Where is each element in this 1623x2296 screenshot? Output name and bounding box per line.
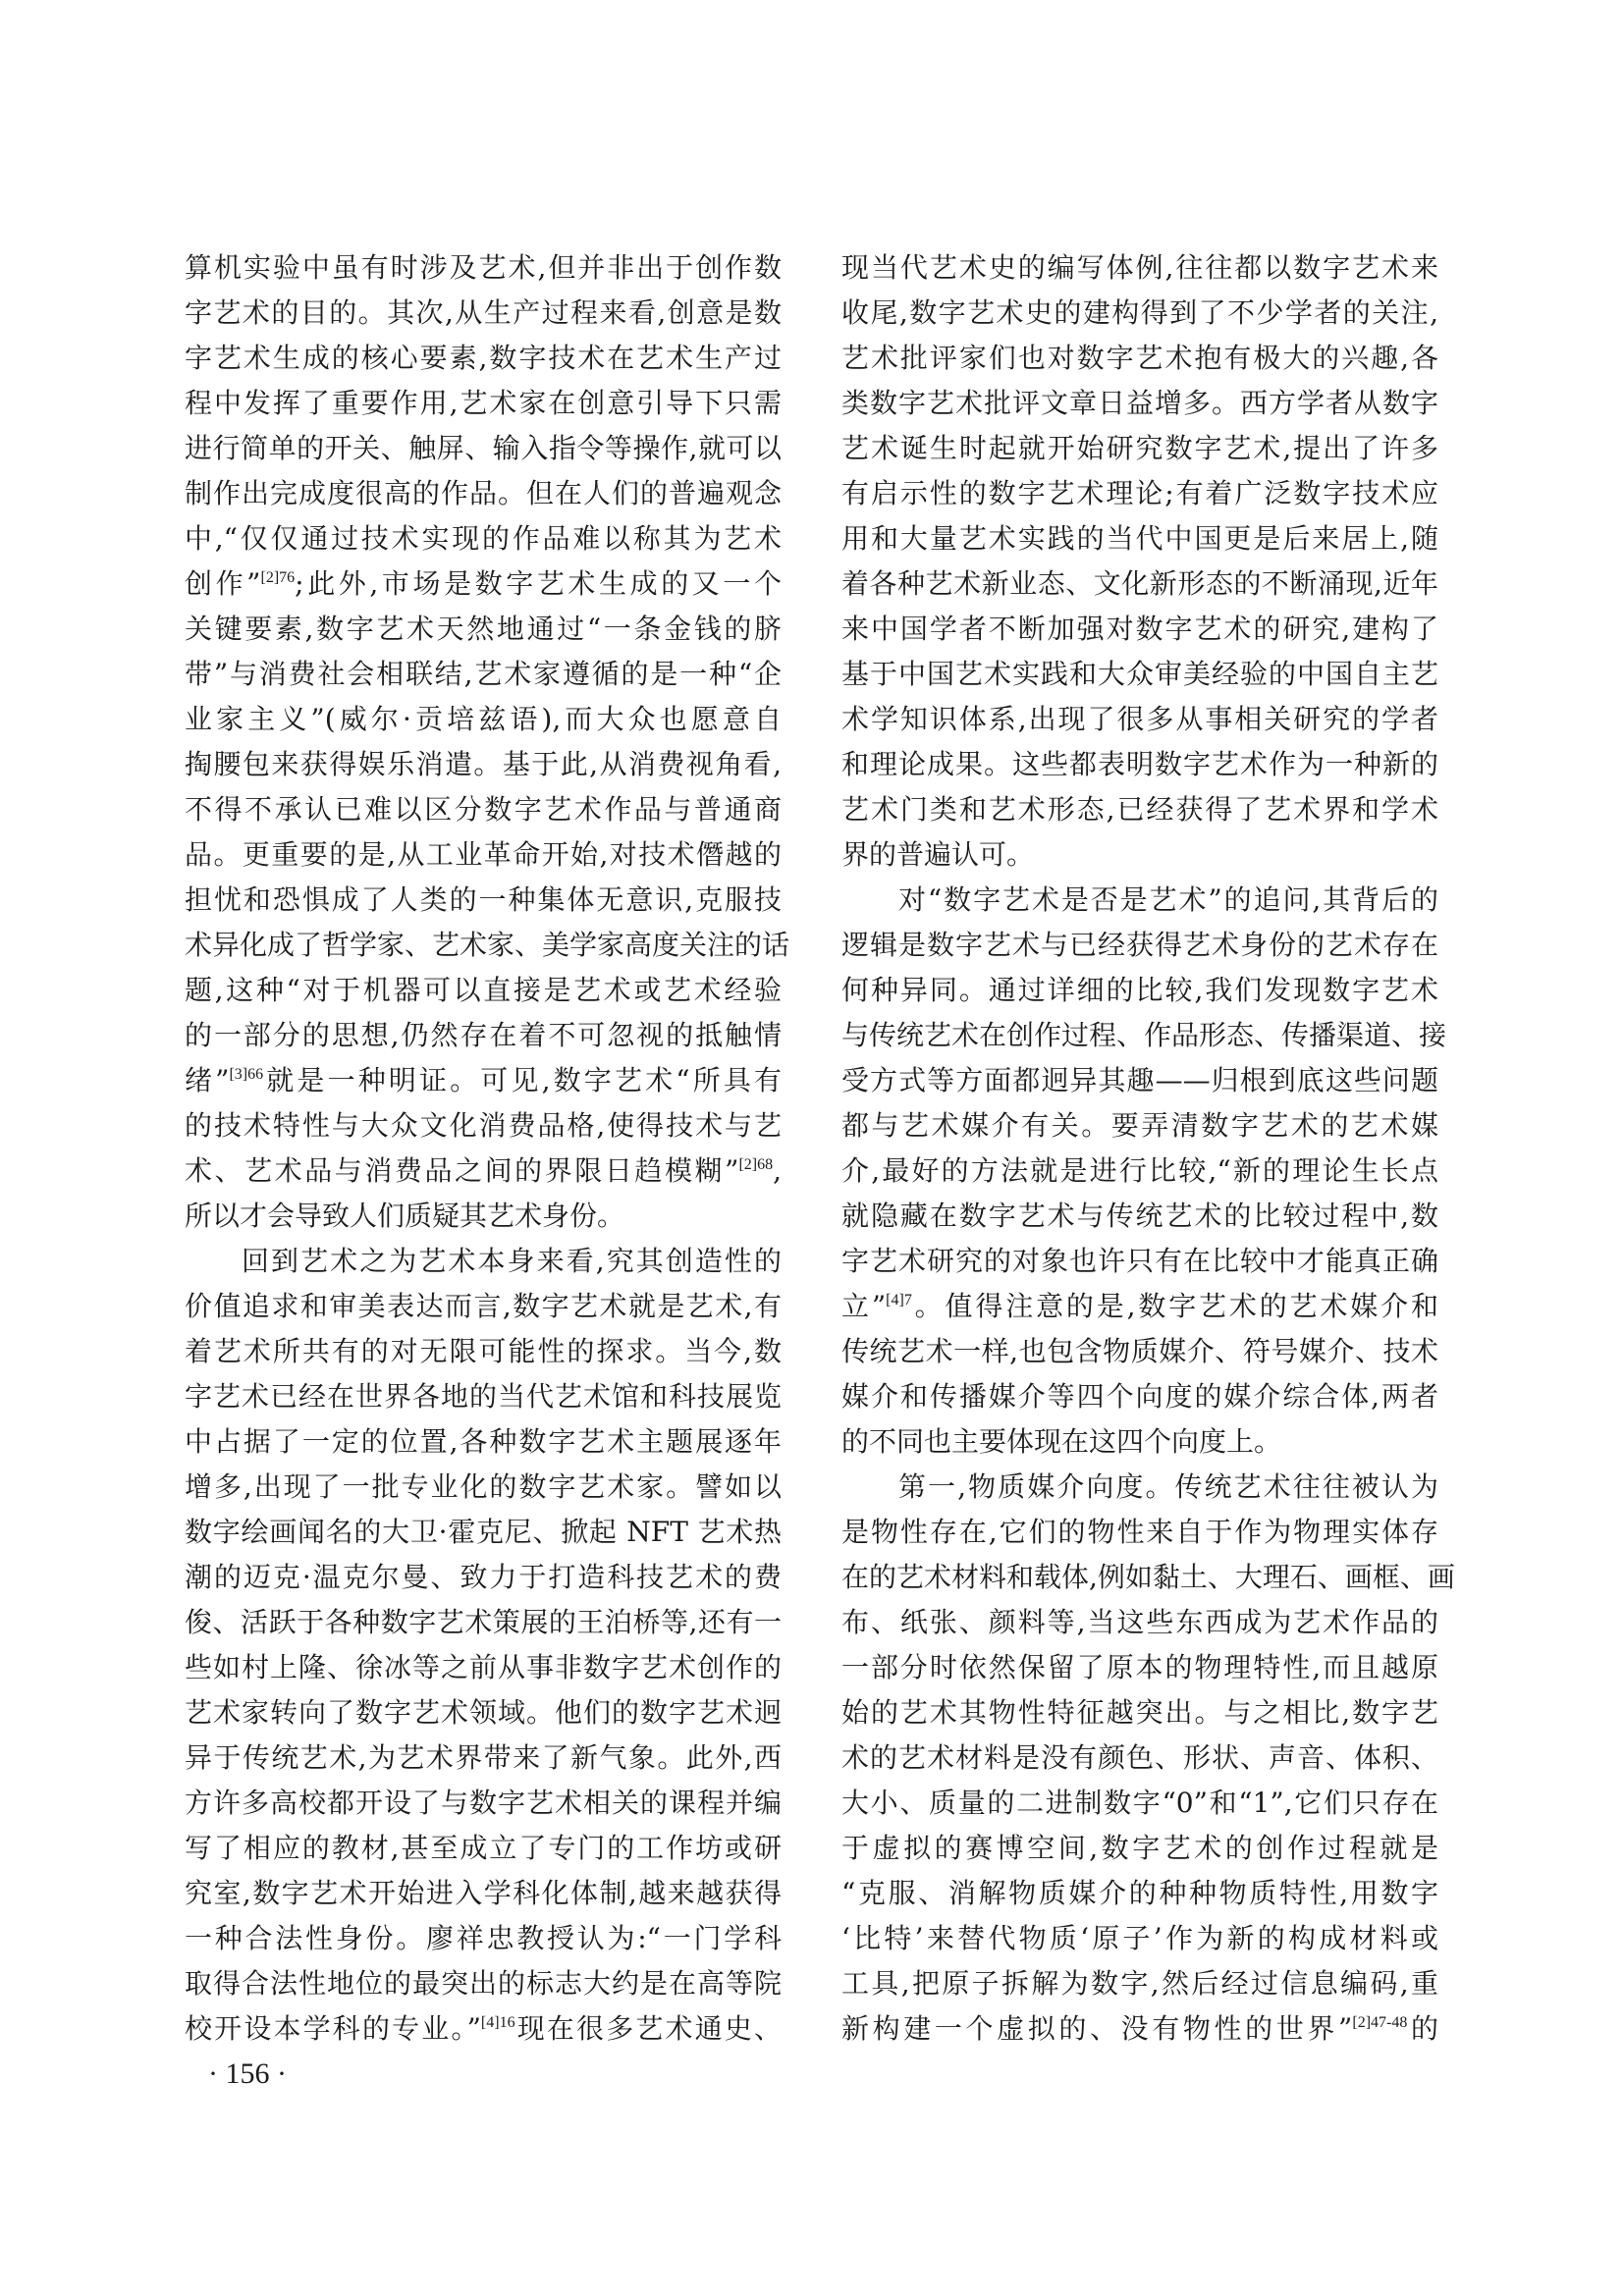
text-line (841, 520, 1438, 565)
line-text: 题,这种“对于机器可以直接是艺术或艺术经验 (185, 974, 782, 1006)
text-line (841, 1468, 1438, 1514)
line-text: ‘比特’来替代物质‘原子’作为新的构成材料或 (841, 1922, 1438, 1954)
text-line (185, 611, 782, 656)
line-text: 字艺术已经在世界各地的当代艺术馆和科技展览 (185, 1380, 782, 1413)
line-text: 不得不承认已难以区分数字艺术作品与普通商 (185, 793, 782, 826)
line-text: 着各种艺术新业态、文化新形态的不断涌现,近年 (841, 567, 1438, 600)
text-line (841, 385, 1438, 430)
text-line (841, 972, 1438, 1017)
line-text-continued: 。值得注意的是,数字艺术的艺术媒介和 (911, 1290, 1438, 1322)
text-line (841, 565, 1438, 611)
text-line (185, 1152, 782, 1198)
line-text: 传统艺术一样,也包含物质媒介、符号媒介、技术 (841, 1335, 1438, 1367)
text-line (841, 1017, 1447, 1062)
line-text: 写了相应的教材,甚至成立了专门的工作坊或研 (185, 1832, 782, 1864)
line-text: 程中发挥了重要作用,艺术家在创意引导下只需 (185, 387, 782, 419)
text-line (185, 340, 782, 385)
line-text: 字艺术生成的核心要素,数字技术在艺术生产过 (185, 342, 782, 374)
text-line (185, 475, 782, 520)
text-line (185, 1604, 782, 1649)
line-text: 带”与消费社会相联结,艺术家遵循的是一种“企 (185, 658, 782, 690)
line-text: 都与艺术媒介有关。要弄清数字艺术的艺术媒 (841, 1109, 1438, 1142)
text-line (841, 927, 1438, 972)
line-text: 介,最好的方法就是进行比较,“新的理论生长点 (841, 1154, 1438, 1187)
line-text: 艺术诞生时起就开始研究数字艺术,提出了许多 (841, 432, 1438, 464)
line-text: 回到艺术之为艺术本身来看,究其创造性的 (242, 1245, 782, 1277)
text-line (185, 1378, 782, 1423)
text-line (841, 1423, 1438, 1468)
line-text: 字艺术研究的对象也许只有在比较中才能真正确 (841, 1245, 1438, 1277)
text-line (841, 1649, 1438, 1694)
line-text: 创作” (185, 567, 261, 600)
citation-superscript: [2]68 (738, 1156, 774, 1173)
line-text: 术学知识体系,出现了很多从事相关研究的学者 (841, 703, 1438, 735)
line-text: 潮的迈克·温克尔曼、致力于打造科技艺术的费 (185, 1561, 782, 1593)
line-text: 用和大量艺术实践的当代中国更是后来居上,随 (841, 522, 1438, 555)
line-text: 绪” (185, 1064, 230, 1096)
text-line (185, 1875, 782, 1920)
line-text: 类数字艺术批评文章日益增多。西方学者从数字 (841, 387, 1438, 419)
right-column (841, 249, 1455, 2056)
line-text: 品。更重要的是,从工业革命开始,对技术僭越的 (185, 838, 782, 871)
line-text: 着艺术所共有的对无限可能性的探求。当今,数 (185, 1335, 782, 1367)
text-line (185, 565, 782, 611)
line-text-continued: 就是一种明证。可见,数字艺术“所具有 (263, 1064, 782, 1096)
line-text: 增多,出现了一批专业化的数字艺术家。譬如以 (185, 1470, 782, 1503)
text-line (841, 1152, 1438, 1198)
text-line (185, 1468, 782, 1514)
text-line (185, 791, 782, 836)
text-line (185, 701, 782, 746)
text-line (841, 836, 1438, 881)
text-line (841, 611, 1438, 656)
line-text: 是物性存在,它们的物性来自于作为物理实体存 (841, 1516, 1438, 1548)
line-text: 业家主义”(威尔·贡培兹语),而大众也愿意自 (185, 703, 782, 735)
text-line (841, 746, 1438, 791)
text-line (841, 881, 1438, 927)
line-text: 立” (841, 1290, 887, 1322)
line-text: 与传统艺术在创作过程、作品形态、传播渠道、接 (841, 1019, 1447, 1051)
text-line (841, 701, 1438, 746)
text-line (185, 1739, 782, 1785)
line-text: 中,“仅仅通过技术实现的作品难以称其为艺术 (185, 522, 782, 555)
line-text: 艺术批评家们也对数字艺术抱有极大的兴趣,各 (841, 342, 1438, 374)
text-line (841, 294, 1438, 340)
line-text: 和理论成果。这些都表明数字艺术作为一种新的 (841, 748, 1438, 780)
page-number: · 156 · (208, 2057, 287, 2090)
line-text-continued: , (773, 1154, 782, 1187)
text-line (185, 1423, 782, 1468)
line-text: 数字绘画闻名的大卫·霍克尼、掀起 NFT 艺术热 (185, 1516, 782, 1548)
line-text: 的技术特性与大众文化消费品格,使得技术与艺 (185, 1109, 782, 1142)
text-line (841, 1965, 1438, 2010)
text-line (185, 927, 790, 972)
text-line (185, 656, 782, 701)
line-text: 第一,物质媒介向度。传统艺术往往被认为 (898, 1470, 1438, 1503)
text-line (841, 475, 1438, 520)
line-text: 布、纸张、颜料等,当这些东西成为艺术作品的 (841, 1606, 1438, 1638)
line-text: 进行简单的开关、触屏、输入指令等操作,就可以 (185, 432, 782, 464)
line-text-continued: 现在很多艺术通史、 (514, 2012, 782, 2045)
text-line (841, 2010, 1438, 2056)
line-text: 术的艺术材料是没有颜色、形状、声音、体积、 (841, 1741, 1438, 1774)
line-text: 收尾,数字艺术史的建构得到了不少学者的关注, (841, 296, 1438, 329)
citation-superscript: [4]16 (480, 2014, 515, 2031)
text-line (185, 1694, 782, 1739)
line-text: 艺术门类和艺术形态,已经获得了艺术界和学术 (841, 793, 1438, 826)
text-line (841, 791, 1438, 836)
text-line (185, 1649, 782, 1694)
text-line (185, 1920, 782, 1965)
text-line (841, 1739, 1438, 1785)
line-text: 始的艺术其物性特征越突出。与之相比,数字艺 (841, 1696, 1438, 1729)
line-text: 来中国学者不断加强对数字艺术的研究,建构了 (841, 613, 1438, 645)
text-line (185, 1333, 782, 1378)
text-line (841, 1604, 1438, 1649)
text-line (185, 1830, 782, 1875)
text-line (185, 1785, 782, 1830)
text-line (185, 1514, 782, 1559)
text-line (185, 881, 782, 927)
line-text: 取得合法性地位的最突出的标志大约是在高等院 (185, 1967, 782, 2000)
line-text: 一种合法性身份。廖祥忠教授认为:“一门学科 (185, 1922, 782, 1954)
line-text: 些如村上隆、徐冰等之前从事非数字艺术创作的 (185, 1651, 782, 1683)
line-text: 异于传统艺术,为艺术界带来了新气象。此外,西 (185, 1741, 782, 1774)
citation-superscript: [3]66 (229, 1066, 264, 1083)
text-line (841, 340, 1438, 385)
citation-superscript: [2]76 (260, 569, 296, 586)
line-text: 受方式等方面都迥异其趣——归根到底这些问题 (841, 1064, 1438, 1096)
line-text: 就隐藏在数字艺术与传统艺术的比较过程中,数 (841, 1200, 1438, 1232)
text-line (841, 1198, 1438, 1243)
line-text: 对“数字艺术是否是艺术”的追问,其背后的 (898, 883, 1438, 916)
text-line (841, 1694, 1438, 1739)
text-line (841, 656, 1438, 701)
line-text: 的一部分的思想,仍然存在着不可忽视的抵触情 (185, 1019, 782, 1051)
line-text: 的不同也主要体现在这四个向度上。 (841, 1425, 1282, 1458)
text-line (185, 1107, 782, 1152)
text-line (185, 972, 782, 1017)
line-text: “克服、消解物质媒介的种种物质特性,用数字 (841, 1877, 1438, 1909)
text-line (841, 1378, 1438, 1423)
text-line (185, 294, 782, 340)
line-text: 媒介和传播媒介等四个向度的媒介综合体,两者 (841, 1380, 1438, 1413)
line-text: 方许多高校都开设了与数字艺术相关的课程并编 (185, 1787, 782, 1819)
line-text: 现当代艺术史的编写体例,往往都以数字艺术来 (841, 251, 1438, 284)
line-text: 艺术家转向了数字艺术领域。他们的数字艺术迥 (185, 1696, 782, 1729)
text-line (185, 1965, 782, 2010)
text-line (185, 430, 782, 475)
text-line (841, 1875, 1438, 1920)
line-text: 逻辑是数字艺术与已经获得艺术身份的艺术存在 (841, 929, 1438, 961)
line-text-continued: 的 (1407, 2012, 1438, 2045)
left-column (185, 249, 790, 2056)
line-text: 在的艺术材料和载体,例如黏土、大理石、画框、画 (841, 1561, 1455, 1593)
line-text: 术异化成了哲学家、艺术家、美学家高度关注的话 (185, 929, 790, 961)
line-text: 于虚拟的赛博空间,数字艺术的创作过程就是 (841, 1832, 1438, 1864)
line-text: 价值追求和审美表达而言,数字艺术就是艺术,有 (185, 1290, 782, 1322)
line-text: 算机实验中虽有时涉及艺术,但并非出于创作数 (185, 251, 782, 284)
text-line (185, 1559, 782, 1604)
text-line (185, 1062, 782, 1107)
line-text: 工具,把原子拆解为数字,然后经过信息编码,重 (841, 1967, 1438, 2000)
line-text: 新构建一个虚拟的、没有物性的世界” (841, 2012, 1353, 2045)
text-line (185, 746, 782, 791)
line-text: 掏腰包来获得娱乐消遣。基于此,从消费视角看, (185, 748, 782, 780)
text-line (841, 1333, 1438, 1378)
citation-superscript: [4]7 (886, 1292, 912, 1308)
line-text: 俊、活跃于各种数字艺术策展的王泊桥等,还有一 (185, 1606, 782, 1638)
text-line (185, 520, 782, 565)
text-line (185, 249, 782, 294)
text-line (185, 1198, 782, 1243)
text-line (185, 836, 782, 881)
text-line (185, 1243, 782, 1288)
citation-superscript: [2]47-48 (1352, 2014, 1408, 2031)
line-text: 界的普遍认可。 (841, 838, 1035, 871)
line-text: 校开设本学科的专业。” (185, 2012, 481, 2045)
line-text: 术、艺术品与消费品之间的界限日趋模糊” (185, 1154, 739, 1187)
text-line (841, 1288, 1438, 1333)
line-text: 一部分时依然保留了原本的物理特性,而且越原 (841, 1651, 1438, 1683)
line-text: 担忧和恐惧成了人类的一种集体无意识,克服技 (185, 883, 782, 916)
text-line (841, 1062, 1438, 1107)
line-text: 基于中国艺术实践和大众审美经验的中国自主艺 (841, 658, 1438, 690)
text-line (185, 385, 782, 430)
line-text: 中占据了一定的位置,各种数字艺术主题展逐年 (185, 1425, 782, 1458)
text-line (185, 1288, 782, 1333)
text-line (841, 1785, 1438, 1830)
line-text: 有启示性的数字艺术理论;有着广泛数字技术应 (841, 477, 1438, 509)
text-line (841, 1514, 1438, 1559)
text-line (185, 2010, 782, 2056)
line-text: 所以才会导致人们质疑其艺术身份。 (185, 1200, 625, 1232)
text-line (841, 249, 1438, 294)
line-text: 何种异同。通过详细的比较,我们发现数字艺术 (841, 974, 1438, 1006)
line-text: 大小、质量的二进制数字“0”和“1”,它们只存在 (841, 1787, 1438, 1819)
text-line (841, 1920, 1438, 1965)
line-text: 究室,数字艺术开始进入学科化体制,越来越获得 (185, 1877, 782, 1909)
line-text: 制作出完成度很高的作品。但在人们的普遍观念 (185, 477, 782, 509)
text-line (841, 1830, 1438, 1875)
line-text-continued: ;此外,市场是数字艺术生成的又一个 (295, 567, 782, 600)
text-line (841, 1107, 1438, 1152)
text-line (841, 1559, 1455, 1604)
line-text: 字艺术的目的。其次,从生产过程来看,创意是数 (185, 296, 782, 329)
line-text: 关键要素,数字艺术天然地通过“一条金钱的脐 (185, 613, 782, 645)
text-line (185, 1017, 782, 1062)
text-line (841, 1243, 1438, 1288)
text-line (841, 430, 1438, 475)
